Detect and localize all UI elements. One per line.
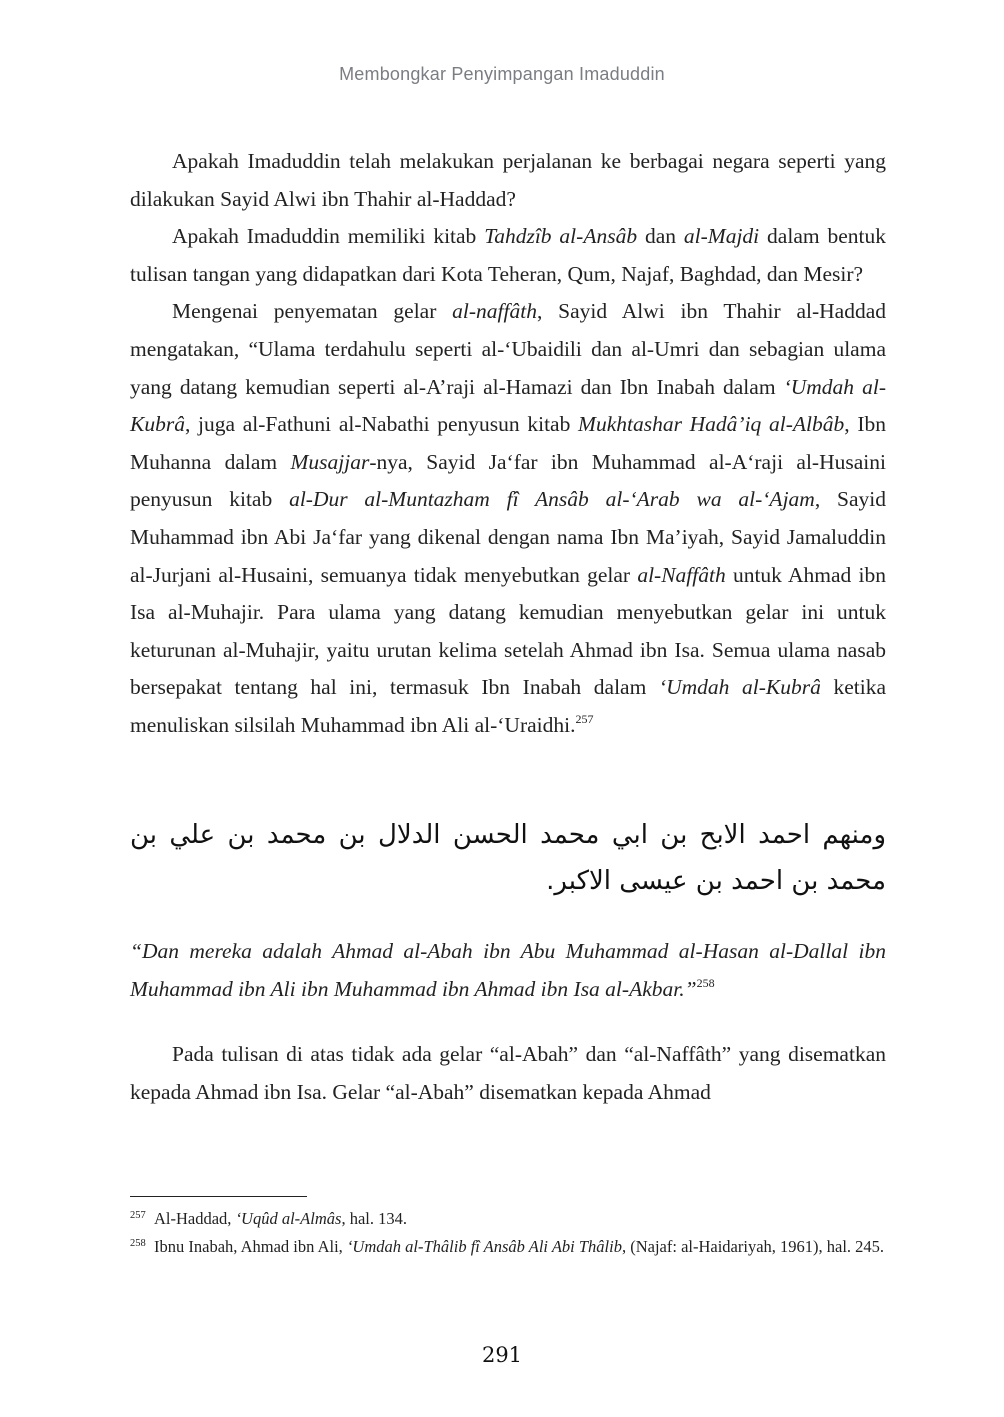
footnote-number: 257 (130, 1210, 146, 1221)
book-title: Musajjar (290, 449, 370, 474)
book-title: ‘Uqûd al-Almâs (235, 1209, 342, 1228)
text-run: dan (637, 224, 684, 249)
book-title: Mukhtashar Hadâ’iq al-Albâb (578, 412, 845, 437)
text-run: , (Najaf: al-Haidariyah, 1961), hal. 245. (621, 1237, 885, 1256)
footnote-257 (130, 1207, 886, 1231)
text-run: -nya, Sayid Ja‘far ibn Muhammad al-A‘raji al-Husaini penyusun kitab (130, 449, 886, 512)
arabic-quote: ومنهم احمد الابح بن ابي محمد الحسن الدلال بن محمد بن علي بن محمد بن احمد بن عيسى الاكبر. (130, 820, 886, 896)
main-text (130, 143, 886, 745)
footnote-258 (130, 1235, 886, 1259)
footnote-number: 258 (130, 1238, 146, 1249)
italic-term: al-Naffâth (637, 562, 726, 587)
book-title: ‘Umdah al-Thâlib fî Ansâb Ali Abi Thâlib (346, 1237, 622, 1256)
footnotes (130, 1207, 886, 1263)
text-run: Ibnu Inabah, Ahmad ibn Ali, (154, 1237, 347, 1256)
text-run: Apakah Imaduddin memiliki kitab (172, 224, 485, 249)
book-title: al-Dur al-Muntazham fî Ansâb al-‘Arab wa al-‘Ajam (289, 487, 815, 512)
footnote-text (154, 1235, 886, 1259)
footnote-ref-257[interactable]: 257 (575, 711, 594, 726)
book-title: al-Majdi (683, 224, 760, 249)
book-title: ‘Umdah al-Kubrâ (658, 675, 821, 700)
text-run: , Ibn Muhanna dalam (130, 412, 886, 474)
quote-translation (130, 933, 886, 1008)
book-title: ‘Umdah al-Kubrâ (130, 374, 886, 437)
page-number: 291 (481, 1343, 523, 1367)
book-title: Tahdzîb al-Ansâb (484, 224, 638, 249)
text-run: , juga al-Fathuni al-Nabathi penyusun kitab (184, 412, 579, 437)
italic-term: al-naffâth (452, 299, 537, 324)
paragraph-3 (130, 293, 886, 744)
text-run: Al-Haddad, (154, 1209, 236, 1228)
text-run: dalam bentuk tulisan tangan yang didapatkan dari Kota Teheran, Qum, Najaf, Baghdad, dan Mesir? (130, 224, 886, 286)
text-run: untuk Ahmad ibn Isa al-Muhajir. Para ulama yang datang kemudian menyebutkan gelar ini untuk keturunan al-Muhajir, yaitu urutan kelima setelah Ahmad ibn Isa. Semua ulama nasab bersepakat tentang hal ini, termasuk Ibn Inabah dalam (130, 562, 886, 700)
footnote-text (154, 1207, 886, 1231)
footnote-ref-258[interactable]: 258 (696, 975, 715, 990)
paragraph-4: Pada tulisan di atas tidak ada gelar “al-Abah” dan “al-Naffâth” yang disematkan kepada Ahmad ibn Isa. Gelar “al-Abah” disematkan kepada Ahmad (130, 1042, 886, 1104)
text-run: Mengenai penyematan gelar (172, 299, 453, 324)
translation-text: “Dan mereka adalah Ahmad al-Abah ibn Abu Muhammad al-Hasan al-Dallal ibn Muhammad ibn Ali ibn Muhammad ibn Ahmad ibn Isa al-Akbar.” (130, 939, 886, 1001)
main-text-continued (130, 1036, 886, 1111)
text-run: ketika menuliskan silsilah Muhammad ibn Ali al-‘Uraidhi. (130, 675, 886, 737)
running-head: Membongkar Penyimpangan Imaduddin (339, 64, 665, 84)
text-run: , hal. 134. (341, 1209, 407, 1228)
text-run: , Sayid Muhammad ibn Abi Ja‘far yang dikenal dengan nama Ibn Ma’iyah, Sayid Jamaluddin al-Jurjani al-Husaini, semuanya tidak menyebutkan gelar (130, 487, 887, 587)
paragraph-1: Apakah Imaduddin telah melakukan perjalanan ke berbagai negara seperti yang dilakukan Sayid Alwi ibn Thahir al-Haddad? (130, 149, 886, 211)
paragraph-2 (130, 218, 886, 293)
text-run: , Sayid Alwi ibn Thahir al-Haddad mengatakan, “Ulama terdahulu seperti al-‘Ubaidili dan al-Umri dan sebagian ulama yang datang kemudian seperti al-A’raji al-Hamazi dan Ibn Inabah dalam (130, 299, 887, 399)
footnote-divider (130, 1196, 307, 1197)
